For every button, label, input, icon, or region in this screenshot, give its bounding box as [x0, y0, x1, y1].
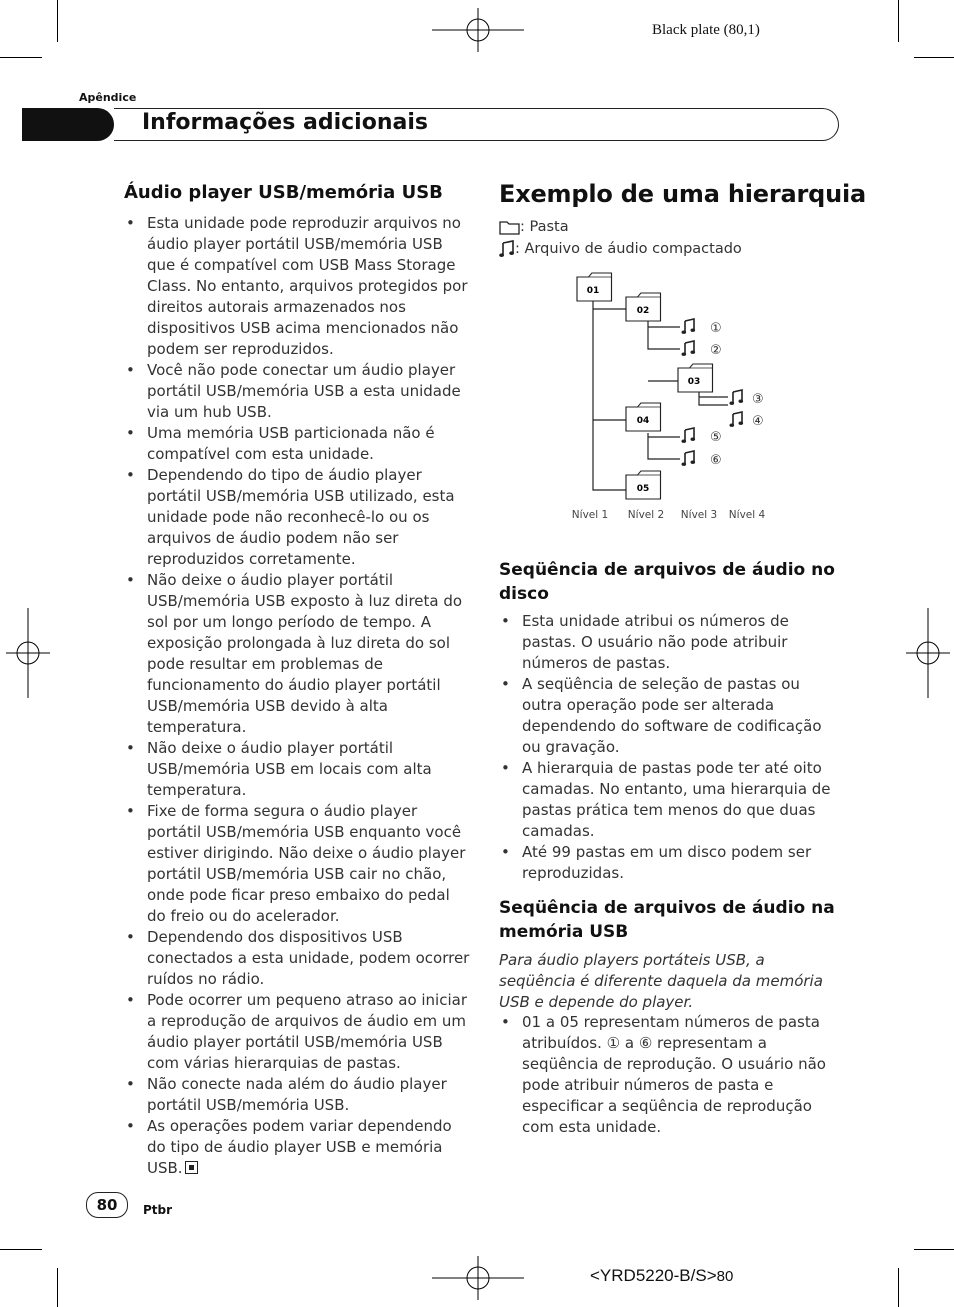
usb-note: Para áudio players portáteis USB, a seqüência é diferente daquela da memória USB e depende do player.: [499, 951, 823, 1011]
list-item: • 01 a 05 representam números de pasta atribuídos. ① a ⑥ representam a seqüência de reprodução. O usuário não pode atribuir números de pasta e especificar a seqüência de reprodução com esta unidade.: [499, 1012, 843, 1138]
registration-mark-left: [6, 608, 50, 698]
crop-mark: [914, 57, 954, 58]
level-label: Nível 4: [728, 509, 766, 521]
model-code: <YRD5220-B/S>80: [590, 1266, 734, 1285]
folder-02: [626, 293, 661, 321]
folder-icon: [499, 219, 520, 235]
crop-mark: [914, 1249, 954, 1250]
list-item: • Você não pode conectar um áudio player portátil USB/memória USB a esta unidade via um hub USB.: [124, 360, 470, 423]
page-title: Informações adicionais: [142, 110, 428, 135]
crop-mark: [898, 0, 899, 42]
folder-05: [626, 471, 661, 499]
music-note-icon: [499, 240, 515, 258]
list-item: • A seqüência de seleção de pastas ou outra operação pode ser alterada dependendo do software de codificação ou gravação.: [499, 674, 843, 758]
list-item: • Dependendo dos dispositivos USB conectados a esta unidade, podem ocorrer ruídos no rádio.: [124, 927, 470, 990]
subheading-disc: Seqüência de arquivos de áudio no disco: [499, 560, 835, 604]
level-label: Nível 1: [571, 509, 609, 521]
svg-text:04: 04: [636, 416, 650, 426]
registration-mark-top: [432, 8, 524, 52]
svg-text:02: 02: [636, 306, 650, 316]
legend-folder: : Pasta: [499, 219, 569, 235]
svg-text:①: ①: [710, 321, 722, 336]
disc-bullet-list: [499, 611, 843, 884]
registration-mark-bottom: [432, 1256, 524, 1300]
list-item: • Não conecte nada além do áudio player portátil USB/memória USB.: [124, 1074, 470, 1116]
svg-text:05: 05: [636, 484, 650, 494]
subheading-usb: Seqüência de arquivos de áudio na memória USB: [499, 898, 835, 942]
file-5: [682, 428, 722, 445]
file-6: [682, 451, 722, 468]
list-item: • A hierarquia de pastas pode ter até oito camadas. No entanto, uma hierarquia de pastas prática tem menos do que duas camadas.: [499, 758, 843, 842]
right-heading: Exemplo de uma hierarquia: [499, 180, 867, 208]
crop-mark: [0, 57, 42, 58]
registration-mark-right: [906, 608, 950, 698]
level-label: Nível 3: [680, 509, 718, 521]
list-item: • Pode ocorrer um pequeno atraso ao iniciar a reprodução de arquivos de áudio em um áudio player portátil USB/memória USB com várias hierarquias de pastas.: [124, 990, 470, 1074]
list-item: • Até 99 pastas em um disco podem ser reproduzidas.: [499, 842, 843, 884]
usb-bullet-list: [499, 1012, 843, 1138]
svg-text:⑤: ⑤: [710, 430, 722, 445]
section-label: Apêndice: [79, 91, 137, 104]
list-item: • Uma memória USB particionada não é compatível com esta unidade.: [124, 423, 470, 465]
list-item: • Dependendo do tipo de áudio player portátil USB/memória USB utilizado, esta unidade pode não reconhecê-lo ou os arquivos de áudio podem não ser reproduzidos corretamente.: [124, 465, 470, 570]
hierarchy-diagram: [560, 265, 780, 530]
file-2: [682, 341, 722, 358]
left-heading: Áudio player USB/memória USB: [124, 182, 443, 203]
level-label: Nível 2: [627, 509, 665, 521]
language-label: Ptbr: [143, 1203, 173, 1217]
list-item: • Não deixe o áudio player portátil USB/memória USB exposto à luz direta do sol por um longo período de tempo. A exposição prolongada à luz direta do sol pode resultar em problemas de funcionamento do áudio player portátil USB/memória USB devido à alta temperatura.: [124, 570, 470, 738]
page-number: 80: [86, 1192, 128, 1218]
svg-text:③: ③: [752, 392, 764, 407]
crop-mark: [57, 0, 58, 42]
svg-text:01: 01: [586, 286, 600, 296]
plate-label: Black plate (80,1): [652, 22, 760, 38]
list-item: • As operações podem variar dependendo do tipo de áudio player USB e memória USB.: [124, 1116, 470, 1179]
legend-file: : Arquivo de áudio compactado: [499, 240, 742, 258]
list-item: • Esta unidade atribui os números de pastas. O usuário não pode atribuir números de pastas.: [499, 611, 843, 674]
svg-text:④: ④: [752, 414, 764, 429]
section-tab: [22, 108, 114, 141]
folder-03: [678, 364, 713, 392]
svg-text:03: 03: [687, 377, 701, 387]
left-bullet-list: [124, 213, 470, 1179]
end-mark-icon: [185, 1161, 198, 1174]
crop-mark: [0, 1249, 42, 1250]
folder-01: [577, 273, 612, 301]
crop-mark: [57, 1268, 58, 1307]
crop-mark: [898, 1268, 899, 1307]
list-item: • Esta unidade pode reproduzir arquivos no áudio player portátil USB/memória USB que é compatível com USB Mass Storage Class. No entanto, arquivos protegidos por direitos autorais armazenados nos dispositivos USB acima mencionados não podem ser reproduzidos.: [124, 213, 470, 360]
file-4: [730, 412, 764, 429]
list-item: • Fixe de forma segura o áudio player portátil USB/memória USB enquanto você estiver dirigindo. Não deixe o áudio player portátil USB/memória USB cair no chão, onde pode ficar preso embaixo do pedal do freio ou do acelerador.: [124, 801, 470, 927]
list-item: • Não deixe o áudio player portátil USB/memória USB em locais com alta temperatura.: [124, 738, 470, 801]
file-3: [730, 390, 764, 407]
file-1: [682, 319, 722, 336]
svg-text:②: ②: [710, 343, 722, 358]
svg-text:⑥: ⑥: [710, 453, 722, 468]
folder-04: [626, 403, 661, 431]
